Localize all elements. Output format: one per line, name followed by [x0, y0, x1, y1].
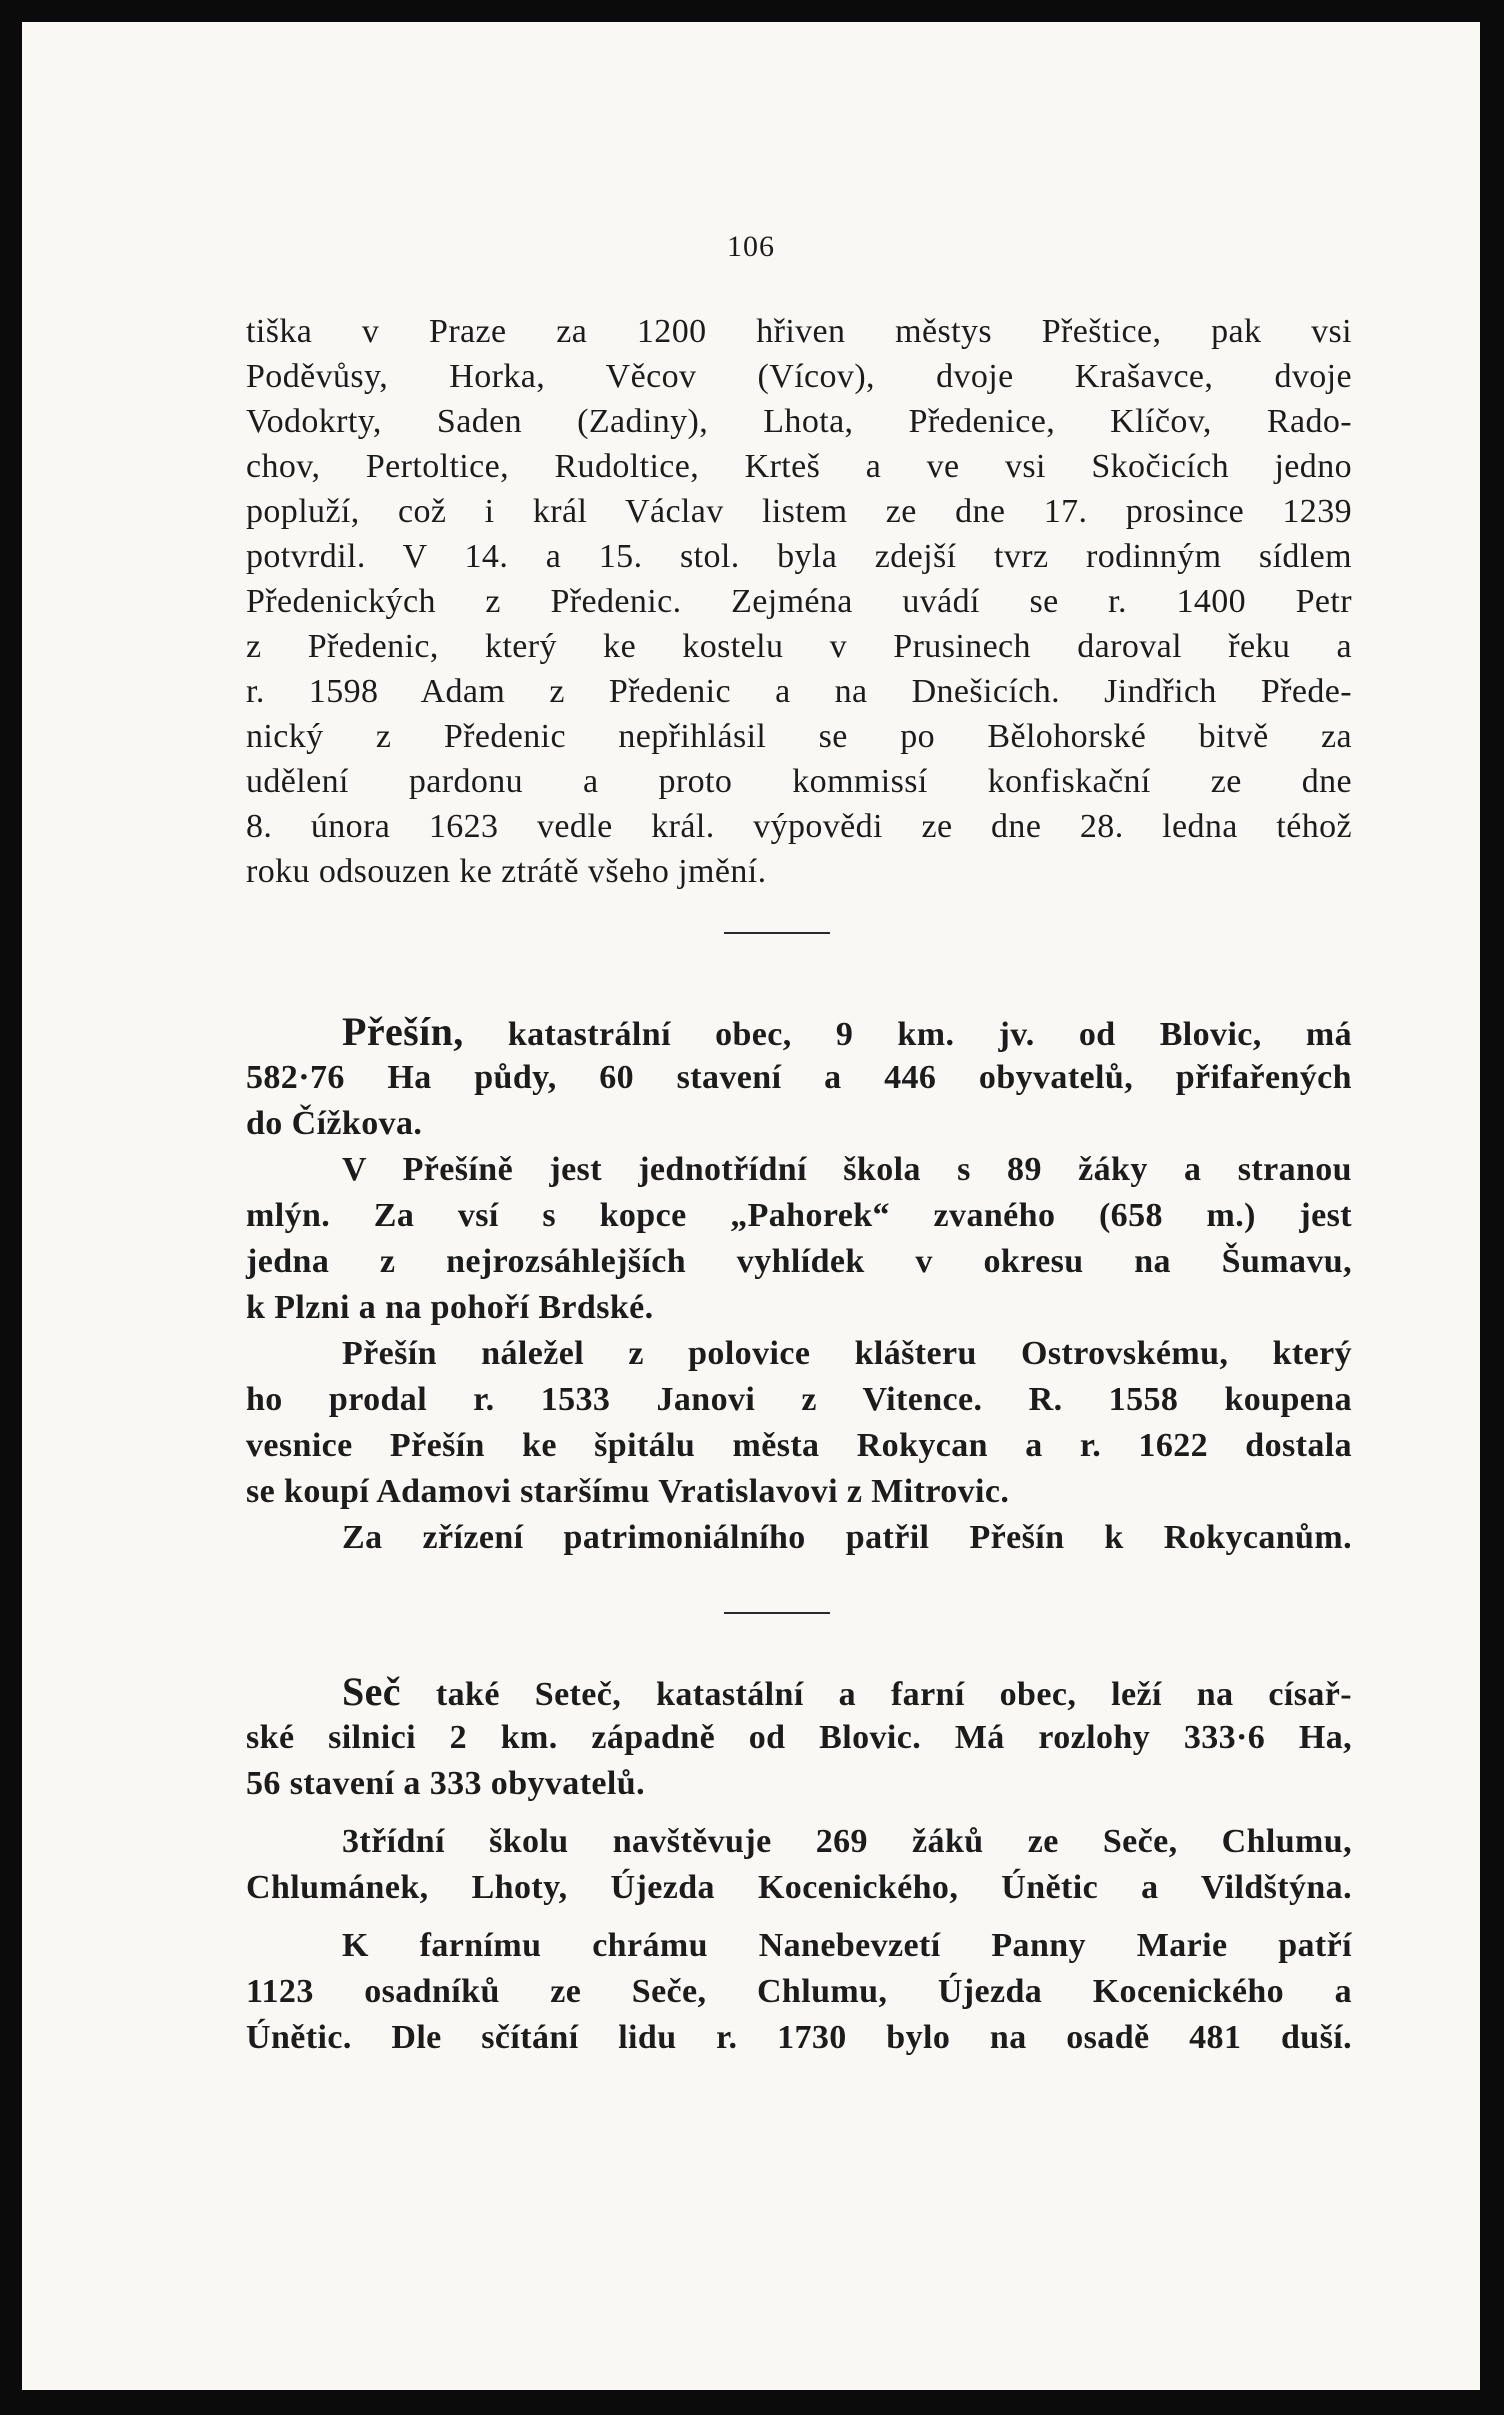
text-line: 582·76 Ha půdy, 60 stavení a 446 obyvatelů, přifařených [246, 1059, 1352, 1096]
page-number: 106 [727, 230, 775, 263]
text-line: Únětic. Dle sčítání lidu r. 1730 bylo na osadě 481 duší. [246, 2019, 1352, 2056]
book-page [22, 22, 1480, 2390]
entry-first-line [246, 1669, 1352, 1714]
text-line: 56 stavení a 333 obyvatelů. [246, 1765, 645, 1802]
text-line: udělení pardonu a proto kommissí konfiskační ze dne [246, 763, 1352, 800]
text-line: Přešín náležel z polovice klášteru Ostrovskému, který [342, 1335, 1352, 1372]
text-line: tiška v Praze za 1200 hřiven městys Přeštice, pak vsi [246, 313, 1352, 350]
text-line: ho prodal r. 1533 Janovi z Vitence. R. 1558 koupena [246, 1381, 1352, 1418]
section-divider [724, 932, 830, 934]
text-line: V Přešíně jest jednotřídní škola s 89 žáky a stranou [342, 1151, 1352, 1188]
text-line: chov, Pertoltice, Rudoltice, Krteš a ve vsi Skočicích jedno [246, 448, 1352, 485]
text-line: mlýn. Za vsí s kopce „Pahorek“ zvaného (658 m.) jest [246, 1197, 1352, 1234]
text-line: z Předenic, který ke kostelu v Prusinech daroval řeku a [246, 628, 1352, 665]
text-line: 8. února 1623 vedle král. výpovědi ze dne 28. ledna téhož [246, 808, 1352, 845]
text-line: roku odsouzen ke ztrátě všeho jmění. [246, 853, 767, 890]
text-line: popluží, což i král Václav listem ze dne 17. prosince 1239 [246, 493, 1352, 530]
text-line: K farnímu chrámu Nanebevzetí Panny Marie patří [342, 1927, 1352, 1964]
text-line: r. 1598 Adam z Předenic a na Dnešicích. Jindřich Přede- [246, 673, 1352, 710]
text-line: se koupí Adamovi staršímu Vratislavovi z Mitrovic. [246, 1473, 1010, 1510]
text-line: Chlumánek, Lhoty, Újezda Kocenického, Únětic a Vildštýna. [246, 1869, 1352, 1906]
text-line: potvrdil. V 14. a 15. stol. byla zdejší tvrz rodinným sídlem [246, 538, 1352, 575]
entry-first-line-text: také Seteč, katastální a farní obec, leží na císař- [435, 1676, 1352, 1713]
text-line: 3třídní školu navštěvuje 269 žáků ze Seče, Chlumu, [342, 1823, 1352, 1860]
text-line: do Čížkova. [246, 1105, 423, 1142]
section-divider [724, 1612, 830, 1614]
text-line: nický z Předenic nepřihlásil se po Bělohorské bitvě za [246, 718, 1352, 755]
text-line: vesnice Přešín ke špitálu města Rokycan a r. 1622 dostala [246, 1427, 1352, 1464]
text-line: Vodokrty, Saden (Zadiny), Lhota, Předenice, Klíčov, Rado- [246, 403, 1352, 440]
entry-heading: Přešín, [342, 1009, 464, 1054]
text-line: Poděvůsy, Horka, Věcov (Vícov), dvoje Krašavce, dvoje [246, 358, 1352, 395]
entry-heading: Seč [342, 1669, 401, 1714]
text-line: Předenických z Předenic. Zejména uvádí se r. 1400 Petr [246, 583, 1352, 620]
text-line: Za zřízení patrimoniálního patřil Přešín k Rokycanům. [342, 1519, 1352, 1556]
entry-first-line-text: katastrální obec, 9 km. jv. od Blovic, má [507, 1016, 1352, 1053]
text-line: 1123 osadníků ze Seče, Chlumu, Újezda Kocenického a [246, 1973, 1352, 2010]
text-line: ské silnici 2 km. západně od Blovic. Má rozlohy 333·6 Ha, [246, 1719, 1352, 1756]
text-line: jedna z nejrozsáhlejších vyhlídek v okresu na Šumavu, [246, 1243, 1352, 1280]
text-line: k Plzni a na pohoří Brdské. [246, 1289, 654, 1326]
entry-first-line [246, 1009, 1352, 1054]
